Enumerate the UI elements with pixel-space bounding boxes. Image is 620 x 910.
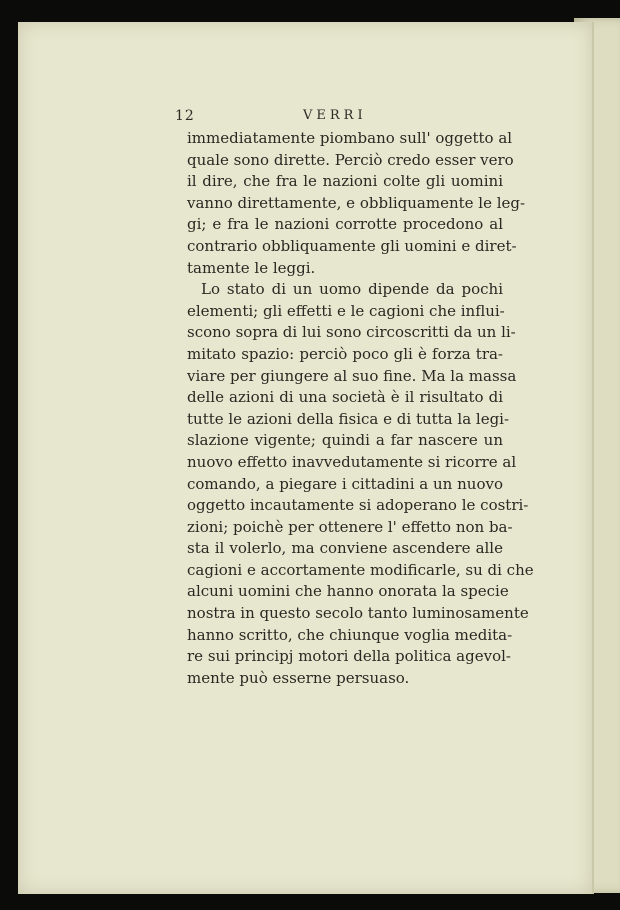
paragraph-2 <box>187 279 534 689</box>
text-line: re sui principj motori della politica agevol- <box>187 647 511 666</box>
text-line: immediatamente piombano sull' oggetto al <box>187 129 513 147</box>
text-line: hanno scritto, che chiunque voglia medita- <box>187 625 513 644</box>
text-line: tutte le azioni della fisica e di tutta la legi- <box>187 409 510 428</box>
text-line: nostra in questo secolo tanto luminosamente <box>187 604 529 623</box>
text-line: alcuni uomini che hanno onorata la specie <box>187 582 509 601</box>
text-line: comando, a piegare i cittadini a un nuovo <box>187 474 503 493</box>
text-line: vanno direttamente, e obbliquamente le leg- <box>187 193 526 212</box>
text-line: tamente le leggi. <box>187 258 316 277</box>
text-line: oggetto incautamente si adoperano le costri- <box>187 496 529 515</box>
text-line: mitato spazio: perciò poco gli è forza tra- <box>187 344 503 363</box>
text-line: scono sopra di lui sono circoscritti da un li- <box>187 323 516 342</box>
body-text <box>187 128 534 689</box>
text-line: gi; e fra le nazioni corrotte procedono al <box>187 215 503 234</box>
page-number: 12 <box>175 108 195 124</box>
text-line: zioni; poichè per ottenere l' effetto non ba- <box>187 517 513 536</box>
running-head: VERRI <box>303 108 367 123</box>
text-line: viare per giungere al suo fine. Ma la massa <box>187 366 517 385</box>
text-line: contrario obbliquamente gli uomini e diret- <box>187 236 517 255</box>
paragraph-1 <box>187 128 526 279</box>
text-line: cagioni e accortamente modificarle, su di che <box>187 560 534 579</box>
text-line: delle azioni di una società è il risultato di <box>187 388 503 407</box>
text-line: Lo stato di un uomo dipende da pochi <box>201 280 503 299</box>
text-line: slazione vigente; quindi a far nascere un <box>187 431 503 450</box>
text-line: mente può esserne persuaso. <box>187 668 410 687</box>
text-line: nuovo effetto inavvedutamente si ricorre al <box>187 452 517 471</box>
text-line: quale sono dirette. Perciò credo esser vero <box>187 150 514 169</box>
text-line: sta il volerlo, ma conviene ascendere alle <box>187 539 503 558</box>
page-header <box>175 108 505 128</box>
text-line: il dire, che fra le nazioni colte gli uomini <box>187 172 503 191</box>
text-line: elementi; gli effetti e le cagioni che influi- <box>187 301 505 320</box>
